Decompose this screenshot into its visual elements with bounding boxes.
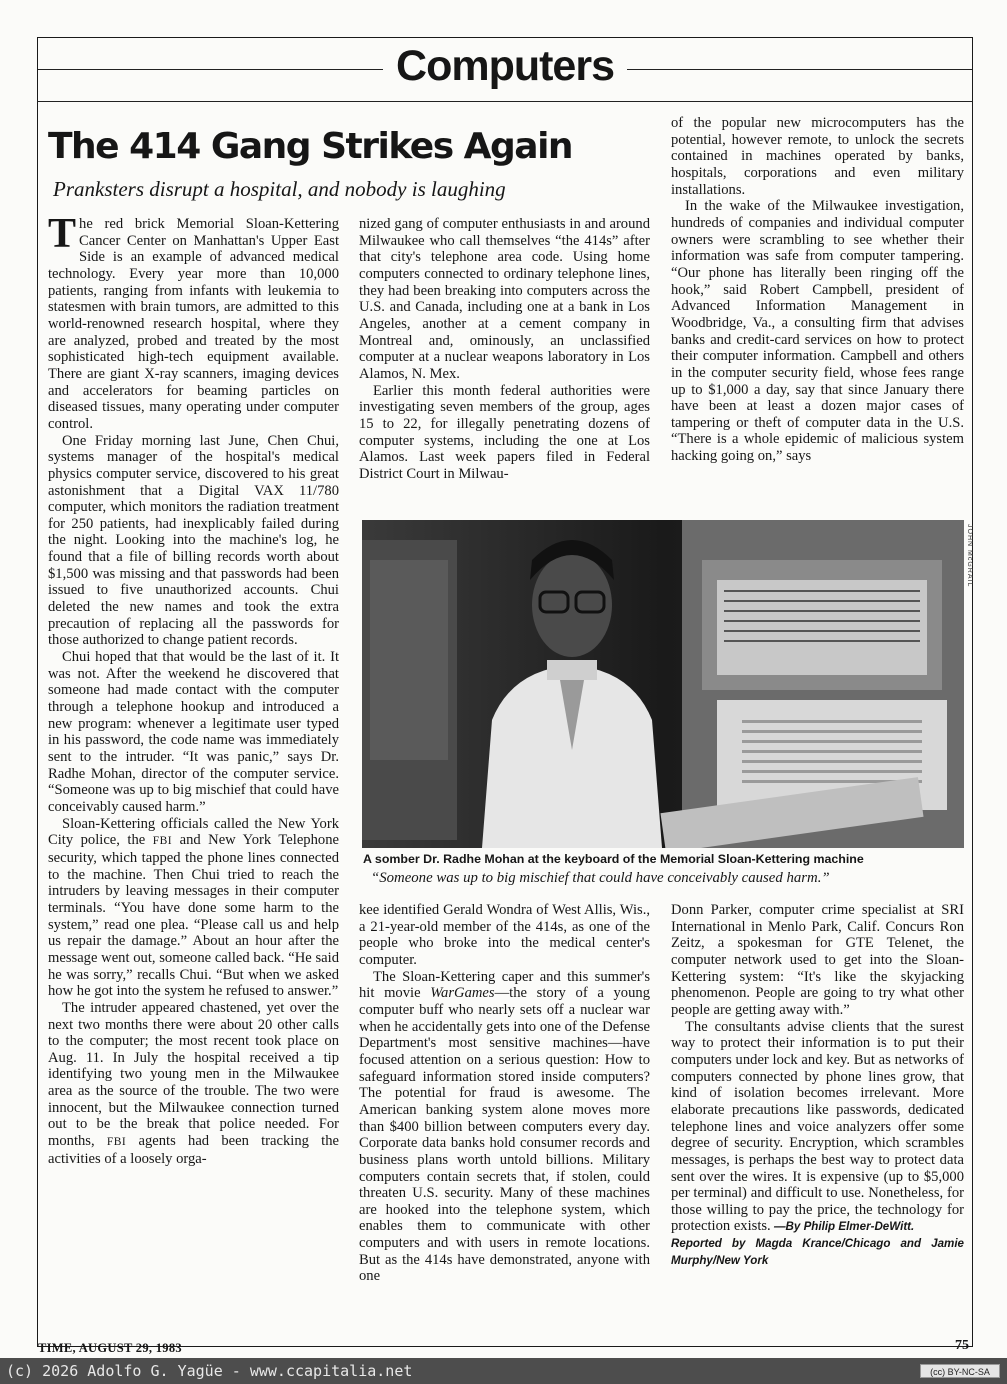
magazine-issue: TIME, AUGUST 29, 1983 [38, 1341, 182, 1355]
article-column-3-top [671, 115, 964, 465]
reported-by: Reported by Magda Krance/Chicago and Jamie Murphy/New York [671, 1237, 964, 1267]
article-column-3-bottom [671, 902, 964, 1269]
photo-caption: A somber Dr. Radhe Mohan at the keyboard of the Memorial Sloan-Kettering machine [363, 852, 864, 866]
drop-cap: T [48, 211, 77, 257]
paragraph: kee identified Gerald Wondra of West Allis, Wis., a 21-year-old member of the 414s, as one of the people who broke into the medical center's computer. [359, 902, 650, 968]
license-badge[interactable]: (cc) BY-NC-SA [920, 1364, 1000, 1378]
paragraph: In the wake of the Milwaukee investigation, hundreds of companies and individual computer owners were scrambling to see whether their information was safe from computer tampering. “Our phone has literally been ringing off the hook,” said Robert Campbell, president of Advanced Information Management in Woodbridge, Va., a consulting firm that advises banks and credit-card services on how to protect their computer information. Campbell and others in the computer security field, whose fees range up to $1,000 a day, say that since January there have been at least a dozen major cases of tampering or theft of computer data in the U.S. “There is a whole epidemic of malicious system hacking going on,” says [671, 198, 964, 465]
section-rule-right [627, 69, 972, 70]
headline: The 414 Gang Strikes Again [48, 126, 573, 167]
article-column-2-bottom [359, 902, 650, 1285]
page-number: 75 [955, 1338, 969, 1353]
photo-illustration [362, 520, 964, 848]
copyright-text: (c) 2026 Adolfo G. Yagüe - www.ccapitalia.net [6, 1362, 413, 1380]
byline: —By Philip Elmer-DeWitt. [770, 1220, 915, 1234]
paragraph: The red brick Memorial Sloan-Kettering Cancer Center on Manhattan's Upper East Side is an example of advanced medical technology. Every year more than 10,000 patients, ranging from infants with leukemia to statesmen with brain tumors, are admitted to this world-renowned research hospital, where they are analyzed, probed and treated by the most sophisticated high-tech equipment available. There are giant X-ray scanners, imaging devices and accelerators for beaming particles on diseased tissues, many operating under computer control. [48, 211, 339, 432]
paragraph: Earlier this month federal authorities were investigating seven members of the group, ages 15 to 22, for illegally penetrating dozens of computer systems, including the one at Los Alamos. Last week papers filed in Federal District Court in Milwau- [359, 382, 650, 482]
deck: Pranksters disrupt a hospital, and nobody is laughing [53, 177, 506, 201]
photo-credit: JOHN McGRAIL [966, 524, 973, 588]
paragraph: nized gang of computer enthusiasts in and around Milwaukee who call themselves “the 414s” after that city's telephone area code. Using home computers connected to ordinary telephone lines, they had been breaking into computers across the U.S. and Canada, including one at a bank in Los Angeles, another at a cement company in Montreal and, ominously, an unclassified computer at a nuclear weapons laboratory in Los Alamos, N. Mex. [359, 216, 650, 382]
paragraph: The consultants advise clients that the surest way to protect their information is to put their computers under lock and key. But as networks of computers connected by phone lines grow, that kind of isolation becomes irrelevant. More elaborate precautions like passwords, dedicated telephone lines and voice analyzers offer some degree of security. Encryption, which scrambles messages, is perhaps the best way to protect data sent over the wires. It is expensive (up to $5,000 per terminal) and difficult to use. Nonetheless, for those willing to pay the price, the technology for protection exists. —By Philip Elmer-DeWitt. [671, 1018, 964, 1235]
paragraph: Chui hoped that that would be the last of it. It was not. After the weekend he discovered that someone had made contact with the computer through a telephone hookup and introduced a new program: whenever a legitimate user typed in his password, the code name was immediately sent to the intruder. “It was panic,” says Dr. Radhe Mohan, director of the computer service. “Someone was up to big mischief that could have conceivably caused harm.” [48, 649, 339, 815]
photo-caption-quote: “Someone was up to big mischief that could have conceivably caused harm.” [371, 870, 830, 886]
paragraph: One Friday morning last June, Chen Chui, systems manager of the hospital's medical physics computer service, discovered to his great astonishment that a Digital VAX 11/780 computer, which monitors the radiation treatment for 250 patients, had inexplicably failed during the night. Looking into the machine's log, he found that a file of billing records worth about $1,500 was missing and that passwords had been issued to five unauthorized accounts. Chui deleted the new names and took the extra precaution of replacing all the passwords for those authorized to change patient records. [48, 432, 339, 649]
paragraph: The Sloan-Kettering caper and this summer's hit movie WarGames—the story of a young computer buff who nearly sets off a nuclear war when he accidentally gets into one of the Defense Department's most sensitive machines—have focused attention on a serious question: How to safeguard information stored inside computers? The potential for fraud is awesome. The American banking system alone moves more than $400 billion between computers every day. Corporate data banks hold consumer records and business plans worth untold billions. Military computers contain secrets that, if stolen, could threaten U.S. security. Many of these machines are hooked into the telephone system, which enables them to communicate with other computers and with users in remote locations. But as the 414s have demonstrated, anyone with one [359, 968, 650, 1285]
photo-dr-mohan [362, 520, 964, 848]
section-rule-left [38, 69, 383, 70]
article-column-1 [48, 211, 339, 1167]
paragraph: The intruder appeared chastened, yet over the next two months there were about 20 other calls to the computer; the most recent took place on Aug. 11. In July the hospital received a tip identifying two young men in the Milwaukee area as the source of the trouble. The two were innocent, but the Milwaukee connection turned out to be the break that police needed. For months, FBI agents had been tracking the activities of a loosely orga- [48, 999, 339, 1167]
article-column-2-top [359, 216, 650, 483]
section-title: Computers [396, 42, 614, 90]
paragraph: Donn Parker, computer crime specialist at SRI International in Menlo Park, Calif. Concurs Ron Zeitz, a spokesman for GTE Telenet, the computer network used to get into the Sloan-Kettering system: “It's like the skyjacking phenomenon. People are going to try what other people are getting away with.” [671, 902, 964, 1018]
copyright-bar [0, 1358, 1007, 1384]
paragraph: of the popular new microcomputers has the potential, however remote, to unlock the secrets contained in machines operated by banks, hospitals, corporations and even military installations. [671, 115, 964, 198]
header-divider [37, 101, 973, 102]
paragraph: Sloan-Kettering officials called the New York City police, the FBI and New York Telephone security, which tapped the phone lines connected to the machine. Then Chui tried to reach the intruders by leaving messages in their computer terminals. “You have done some harm to the system,” read one plea. “Please call us and help us repair the damage.” About an hour after the message went out, someone called back. “He said he was sorry,” recalls Chui. “But when we asked how he got into the system he refused to answer.” [48, 815, 339, 1000]
